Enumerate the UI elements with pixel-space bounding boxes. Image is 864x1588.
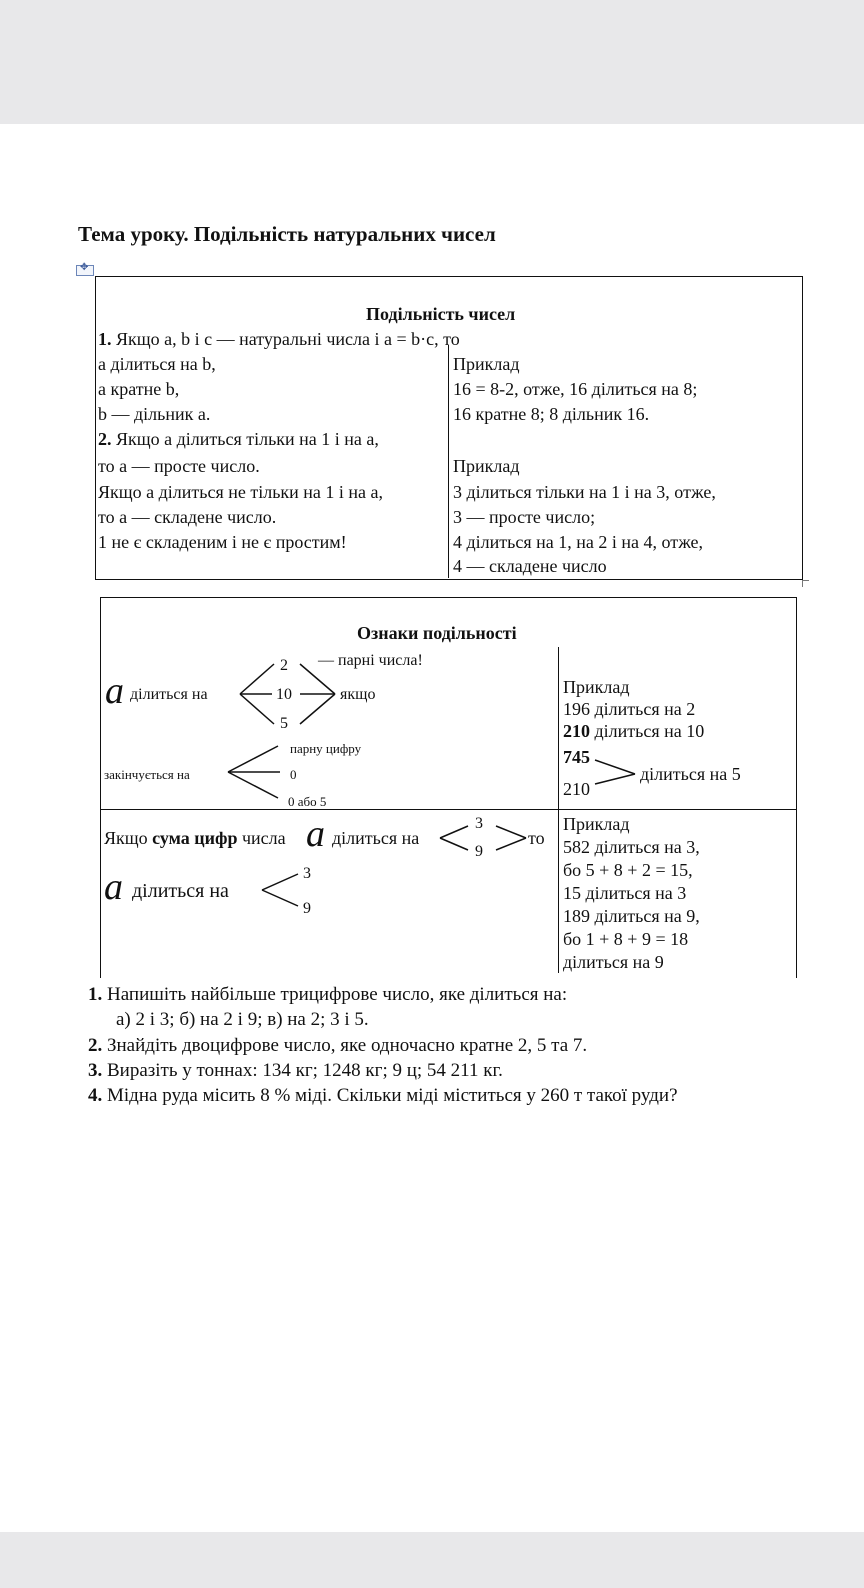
task-item: 2. Знайдіть двоцифрове число, яке одночасно кратне 2, 5 та 7. [88,1035,588,1056]
divides-label: ділиться на [130,686,208,703]
viewer-bottom-bar [0,1532,864,1588]
example2-label: Приклад [453,456,520,476]
branch-9: 9 [303,900,311,917]
branch-2: 2 [280,657,288,674]
sum-digits-rule: Якщо сума цифр числа [104,828,286,848]
ending-0-or-5: 0 або 5 [288,794,327,809]
branch-3: 3 [475,815,483,832]
example1-line: 16 кратне 8; 8 дільник 16. [453,404,650,424]
example4-line: 582 ділиться на 3, [563,837,700,857]
section1-heading: Подільність чисел [366,304,516,324]
branch-5: 5 [280,715,288,732]
variable-a: a [105,670,124,712]
example2-line: 3 ділиться тільки на 1 і на 3, отже, [453,482,716,502]
example4-line: 189 ділиться на 9, [563,906,700,926]
task-item: а) 2 і 3; б) на 2 і 9; в) на 2; 3 і 5. [116,1009,369,1030]
rule1-item: a кратне b, [98,379,180,399]
task-item: 1. Напишіть найбільше трицифрове число, яке ділиться на: [88,984,568,1005]
rule2-item: 1 не є складеним і не є простим! [98,532,347,552]
example1-line: 16 = 8-2, отже, 16 ділиться на 8; [453,379,698,399]
example4-line: бо 5 + 8 + 2 = 15, [563,860,693,880]
ends-with-label: закінчується на [104,767,190,782]
example2-line: 3 — просте число; [453,507,596,527]
example4-line: ділиться на 9 [563,952,664,972]
example1-label: Приклад [453,354,520,374]
branch-9: 9 [475,843,483,860]
branch-3: 3 [303,865,311,882]
variable-a: a [306,813,325,855]
rule2-line: 2. Якщо a ділиться тільки на 1 і на a, [98,429,379,449]
task-item: 4. Мідна руда місить 8 % міді. Скільки міді міститься у 260 т такої руди? [88,1085,678,1106]
ending-0: 0 [290,767,297,782]
variable-a: a [104,866,123,908]
then-label: то [528,828,545,848]
example3-line: 196 ділиться на 2 [563,699,696,719]
example3-label: Приклад [563,677,630,697]
example3-number: 210 [563,779,590,799]
divides-label: ділиться на [132,880,229,902]
task-item: 3. Виразіть у тоннах: 134 кг; 1248 кг; 9 ц; 54 211 кг. [88,1060,503,1081]
page-title: Тема уроку. Подільність натуральних чисел [78,222,496,246]
even-note: — парні числа! [318,652,423,669]
example4-line: 15 ділиться на 3 [563,883,687,903]
ending-even: парну цифру [290,741,362,756]
example4-line: бо 1 + 8 + 9 = 18 [563,929,689,949]
example4-label: Приклад [563,814,630,834]
rule1-line: 1. Якщо a, b і c — натуральні числа і a = b·c, то [98,329,460,349]
section2-heading: Ознаки подільності [357,623,517,643]
example2-line: 4 ділиться на 1, на 2 і на 4, отже, [453,532,704,552]
branch-10: 10 [276,686,292,703]
if-label: якщо [340,686,376,703]
rule2-item: Якщо a ділиться не тільки на 1 і на a, [98,482,384,502]
rule1-item: b — дільник a. [98,404,211,424]
example3-line: 210 ділиться на 10 [563,721,705,741]
rule2-item: то a — просте число. [98,456,260,476]
example3-result: ділиться на 5 [640,764,741,784]
rule1-item: a ділиться на b, [98,354,216,374]
divides-label: ділиться на [332,828,420,848]
rule2-item: то a — складене число. [98,507,277,527]
example3-number: 745 [563,747,590,767]
example2-line: 4 — складене число [453,556,607,576]
